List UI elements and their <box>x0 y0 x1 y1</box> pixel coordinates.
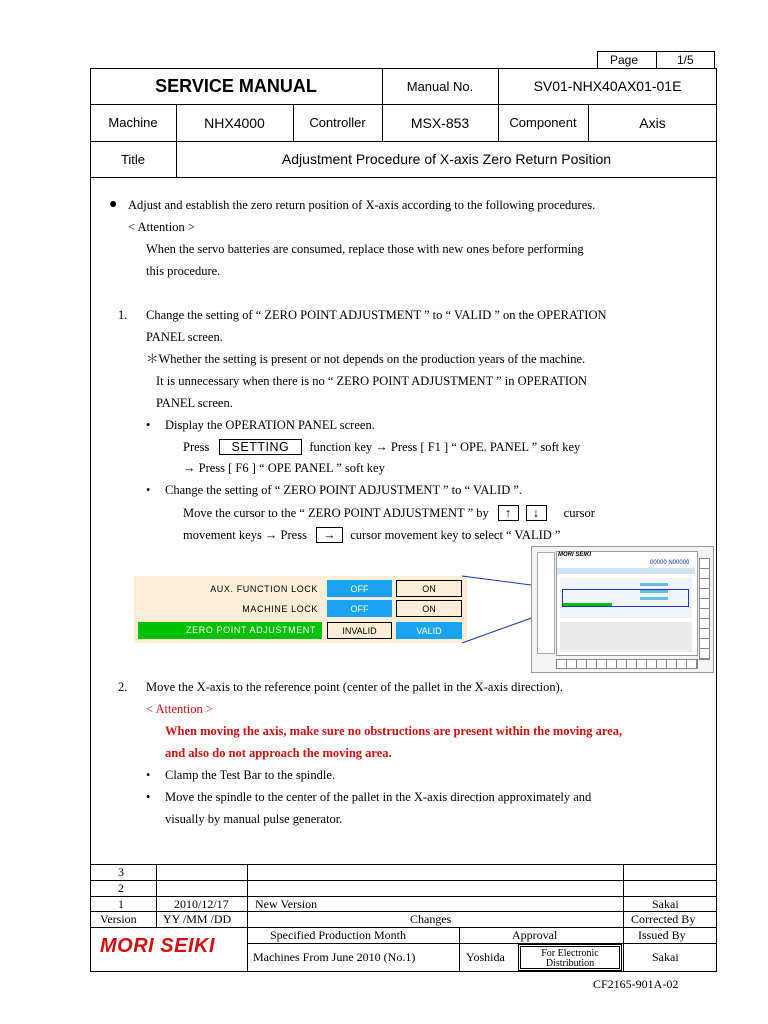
electronic-distribution-stamp <box>518 944 622 971</box>
bullet-d-dot: • <box>146 790 151 804</box>
hdr-date: YY /MM /DD <box>163 912 232 926</box>
rev-version-1: 1 <box>118 897 124 911</box>
panel-row-zero-label: ZERO POINT ADJUSTMENT <box>138 622 322 639</box>
setting-key: SETTING <box>219 439 303 455</box>
note-line-1: ＊Whether the setting is present or not depends on the production years of the machine. <box>146 352 586 366</box>
intro-bullet: ● <box>109 197 118 212</box>
document-title: Adjustment Procedure of X-axis Zero Return Position <box>281 151 612 167</box>
rev-version-2: 2 <box>118 881 124 895</box>
controller-label: Controller <box>309 115 366 130</box>
note-line-3: PANEL screen. <box>156 396 233 410</box>
stamp-line-2: Distribution <box>545 958 595 969</box>
bullet-d-text-b: visually by manual pulse generator. <box>165 812 343 826</box>
note-line-2: It is unnecessary when there is no “ ZERO POINT ADJUSTMENT ” in OPERATION <box>156 374 588 388</box>
spm-label: Specified Production Month <box>270 928 406 942</box>
screen-status-band <box>557 568 695 574</box>
screen-counter: 00000 N00000 <box>650 560 690 566</box>
rev-version-3: 3 <box>118 865 124 879</box>
screen-left-bar <box>537 552 555 654</box>
screen-lower-area <box>560 622 692 652</box>
bullet-d-text-a: Move the spindle to the center of the pallet in the X-axis direction approximately and <box>165 790 592 804</box>
bullet-c-dot: • <box>146 768 151 782</box>
component-label: Component <box>509 115 577 130</box>
bullet-c-text: Clamp the Test Bar to the spindle. <box>165 768 336 782</box>
service-manual-title: SERVICE MANUAL <box>155 75 317 96</box>
step2-number: 2. <box>118 680 128 694</box>
panel-row-machine-label: MACHINE LOCK <box>242 604 318 614</box>
document-code: CF2165-901A-02 <box>593 977 679 991</box>
screen-softkey-row <box>556 659 698 669</box>
bullet-a-text: Display the OPERATION PANEL screen. <box>165 418 375 432</box>
manual-no-label: Manual No. <box>406 78 474 94</box>
press-label: Press <box>183 440 210 454</box>
screen-selection-box <box>562 589 689 607</box>
step1-number: 1. <box>118 308 128 322</box>
machine-lock-off-button[interactable]: OFF <box>327 600 392 617</box>
machine-lock-on-button[interactable]: ON <box>396 600 462 617</box>
move-text-1: Move the cursor to the “ ZERO POINT ADJUSTMENT ” by <box>183 506 489 520</box>
step1-text-b: PANEL screen. <box>146 330 223 344</box>
manual-no-value: SV01-NHX40AX01-01E <box>533 78 682 94</box>
hdr-corrected: Corrected By <box>631 912 696 926</box>
spm-value: Machines From June 2010 (No.1) <box>253 950 416 964</box>
right-arrow-key: → <box>316 527 343 543</box>
move-cursor-word: cursor <box>563 506 595 520</box>
page-value: 1/5 <box>677 53 694 67</box>
issued-label: Issued By <box>638 928 686 942</box>
down-arrow-key: ↓ <box>526 505 547 521</box>
rev-by-1: Sakai <box>652 897 679 911</box>
attention-text-1b: this procedure. <box>146 264 221 278</box>
aux-lock-on-button[interactable]: ON <box>396 580 462 597</box>
step2-text: Move the X-axis to the reference point (center of the pallet in the X-axis direction). <box>146 680 563 694</box>
approval-label: Approval <box>512 928 558 942</box>
page-label: Page <box>610 53 639 67</box>
intro-text: Adjust and establish the zero return position of X-axis according to the following procedures. <box>128 198 596 212</box>
hdr-changes: Changes <box>410 912 452 926</box>
issued-value: Sakai <box>652 950 679 964</box>
zero-adjust-invalid-button[interactable]: INVALID <box>327 622 392 639</box>
screen-row-1 <box>640 583 668 586</box>
screen-logo: MORI SEIKI <box>558 552 592 558</box>
rev-date-1: 2010/12/17 <box>174 897 229 911</box>
stamp-line-1: For Electronic <box>541 948 599 959</box>
hdr-version: Version <box>100 912 137 926</box>
aux-lock-off-button[interactable]: OFF <box>327 580 392 597</box>
machine-label: Machine <box>108 115 158 130</box>
rev-changes-1: New Version <box>255 897 318 911</box>
controller-value: MSX-853 <box>410 114 470 131</box>
attention-heading-1: < Attention > <box>128 220 195 234</box>
panel-row-aux-label: AUX. FUNCTION LOCK <box>210 584 318 594</box>
title-label: Title <box>120 151 146 167</box>
machine-value: NHX4000 <box>204 114 265 131</box>
attention-text-1a: When the servo batteries are consumed, replace those with new ones before performing <box>146 242 584 256</box>
step1-text-a: Change the setting of “ ZERO POINT ADJUSTMENT ” to “ VALID ” on the OPERATION <box>146 308 607 322</box>
bullet-a-dot: • <box>146 418 151 432</box>
mori-seiki-logo: MORI SEIKI <box>100 935 216 957</box>
up-arrow-key: ↑ <box>498 505 519 521</box>
approval-value: Yoshida <box>466 950 505 964</box>
press-rest-1: function key → Press [ F1 ] “ OPE. PANEL ” soft key <box>309 440 581 454</box>
attention-text-2b: and also do not approach the moving area. <box>165 746 392 760</box>
move-text-2: movement keys → Press <box>183 528 307 542</box>
attention-text-2a: When moving the axis, make sure no obstructions are present within the moving area, <box>165 724 623 738</box>
zero-adjust-valid-button[interactable]: VALID <box>396 622 462 639</box>
bullet-b-text: Change the setting of “ ZERO POINT ADJUSTMENT ” to “ VALID ”. <box>165 483 523 497</box>
bullet-b-dot: • <box>146 483 151 497</box>
screen-right-keys <box>699 558 710 660</box>
press-line-2: → Press [ F6 ] “ OPE PANEL ” soft key <box>183 461 385 475</box>
component-value: Axis <box>639 114 666 131</box>
move-text-3: cursor movement key to select “ VALID ” <box>350 528 561 542</box>
attention-heading-2: < Attention > <box>146 702 213 716</box>
